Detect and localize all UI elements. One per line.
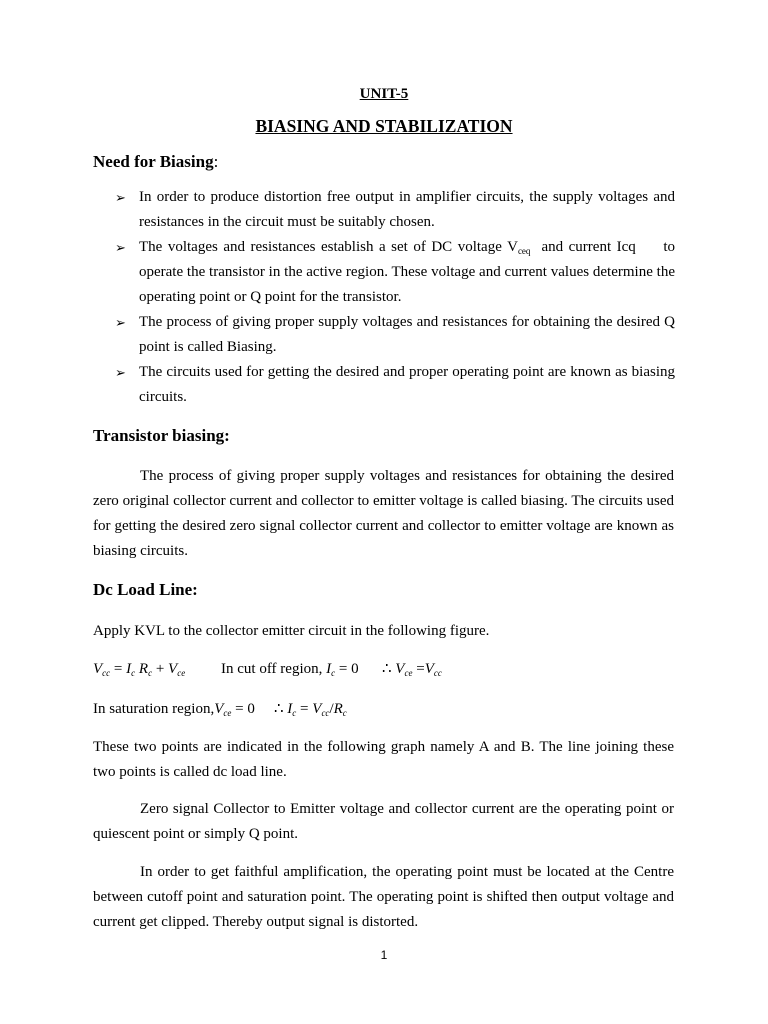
bullet-text: The process of giving proper supply voltages and resistances for obtaining the desired Q point is called Biasing. (139, 314, 675, 355)
q-point-paragraph: Zero signal Collector to Emitter voltage and collector current are the operating point or quiescent point or simply Q point. (93, 801, 674, 842)
bullet-arrow-icon: ➢ (115, 365, 126, 380)
heading-text: Need for Biasing (93, 152, 214, 171)
bullet-arrow-icon: ➢ (115, 190, 126, 205)
bullet-text: The circuits used for getting the desired and proper operating point are known as biasing circuits. (139, 364, 675, 405)
bullet-arrow-icon: ➢ (115, 240, 126, 255)
unit-label: UNIT-5 (359, 86, 409, 102)
bullet-subscript: ceq (517, 246, 531, 256)
equation-cutoff-result: ∴ $V_{ce} =V_{cc}$ (382, 661, 442, 678)
load-line-paragraph: These two points are indicated in the following graph namely A and B. The line joining these two points is called dc load line. (93, 739, 674, 780)
list-item (115, 310, 675, 360)
list-item (115, 235, 679, 310)
equation-saturation-result: ∴ $I_c = V_{cc}/R_c$ (274, 701, 347, 718)
equation-saturation: In saturation $region,V_{ce} = 0$ (93, 701, 255, 718)
equation-vcc: $V_{cc} = I_c$ $R_c + V_{ce}$ (93, 661, 186, 678)
bullet-text-post: and current Icq to operate the transistor in the active region. These voltage and current values determine the operating point or Q point for the transistor. (139, 239, 679, 305)
heading-colon: : (213, 152, 219, 171)
biasing-bullet-list (115, 185, 679, 410)
transistor-biasing-paragraph: The process of giving proper supply voltages and resistances for obtaining the desired zero original collector current and collector to emitter voltage is called biasing. The circuits used for getting the desired zero signal collector current and collector to emitter voltage are known as biasing circuits. (93, 468, 674, 559)
heading-need-for-biasing (93, 152, 218, 172)
page-number: 1 (380, 948, 388, 962)
list-item (115, 360, 675, 410)
page-title: BIASING AND STABILIZATION (255, 116, 513, 136)
bullet-arrow-icon: ➢ (115, 315, 126, 330)
bullet-text: In order to produce distortion free output in amplifier circuits, the supply voltages and resistances in the circuit must be suitably chosen. (139, 189, 675, 230)
equation-cutoff: In cut off region, $I_c = 0$ (221, 661, 359, 678)
kvl-text: Apply KVL to the collector emitter circuit in the following figure. (93, 623, 490, 639)
heading-dc-load-line: Dc Load Line: (93, 580, 198, 599)
heading-transistor-biasing: Transistor biasing: (93, 426, 230, 445)
faithful-amplification-paragraph: In order to get faithful amplification, the operating point must be located at the Centre between cutoff point and saturation point. The operating point is shifted then output voltage and current get clipped. Thereby output signal is distorted. (93, 864, 674, 930)
list-item (115, 185, 675, 235)
bullet-text-pre: The voltages and resistances establish a set of DC voltage V (139, 239, 518, 255)
